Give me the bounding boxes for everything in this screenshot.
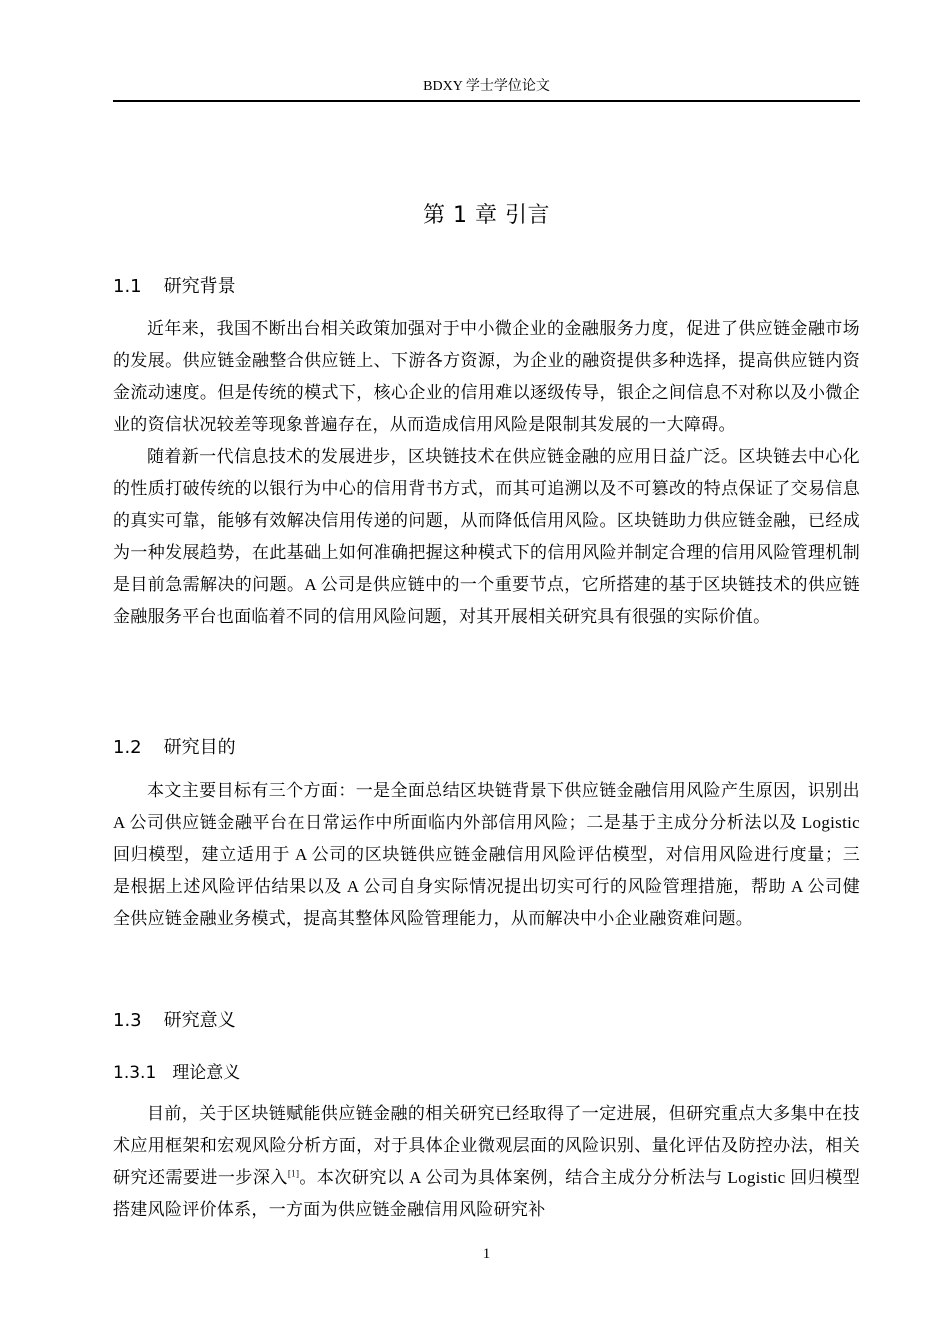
section-number: 1.2	[113, 737, 142, 758]
section-title: 研究目的	[163, 737, 236, 758]
paragraph	[113, 1098, 860, 1226]
running-header: BDXY 学士学位论文	[423, 79, 550, 94]
paragraph: 近年来，我国不断出台相关政策加强对于中小微企业的金融服务力度，促进了供应链金融市场的发展。供应链金融整合供应链上、下游各方资源，为企业的融资提供多种选择，提高供应链内资金流动速度。但是传统的模式下，核心企业的信用难以逐级传导，银企之间信息不对称以及小微企业的资信状况较差等现象普遍存在，从而造成信用风险是限制其发展的一大障碍。	[113, 319, 860, 434]
section-title: 研究背景	[163, 276, 236, 297]
section-number: 1.1	[113, 276, 142, 297]
subsection-body-1-3-1	[113, 1098, 860, 1226]
page-number: 1	[482, 1246, 491, 1262]
section-title: 研究意义	[163, 1010, 236, 1031]
section-heading-1-2	[113, 735, 860, 761]
chapter-title: 第 1 章 引言	[423, 203, 550, 228]
subsection-title: 理论意义	[172, 1063, 241, 1083]
section-body-1-1	[113, 313, 860, 633]
header-divider	[113, 100, 860, 102]
paragraph: 本文主要目标有三个方面：一是全面总结区块链背景下供应链金融信用风险产生原因，识别出 A 公司供应链金融平台在日常运作中所面临内外部信用风险；二是基于主成分分析法以及 Logistic 回归模型，建立适用于 A 公司的区块链供应链金融信用风险评估模型，对信用风险进行度量；三是根据上述风险评估结果以及 A 公司自身实际情况提出切实可行的风险管理措施，帮助 A 公司健全供应链金融业务模式，提高其整体风险管理能力，从而解决中小企业融资难问题。	[113, 781, 860, 928]
subsection-number: 1.3.1	[113, 1063, 157, 1083]
section-body-1-2	[113, 775, 860, 935]
paragraph-text: 。本次研究以 A 公司为具体案例，结合主成分分析法与 Logistic 回归模型搭建风险评价体系，一方面为供应链金融信用风险研究补	[113, 1168, 860, 1219]
section-heading-1-3	[113, 1008, 860, 1034]
paragraph-text: 目前，关于区块链赋能供应链金融的相关研究已经取得了一定进展，但研究重点大多集中在技术应用框架和宏观风险分析方面，对于具体企业微观层面的风险识别、量化评估及防控办法，相关研究还需要进一步深入	[113, 1104, 860, 1187]
section-heading-1-1	[113, 274, 860, 300]
paragraph: 随着新一代信息技术的发展进步，区块链技术在供应链金融的应用日益广泛。区块链去中心化的性质打破传统的以银行为中心的信用背书方式，而其可追溯以及不可篡改的特点保证了交易信息的真实可靠，能够有效解决信用传递的问题，从而降低信用风险。区块链助力供应链金融，已经成为一种发展趋势，在此基础上如何准确把握这种模式下的信用风险并制定合理的信用风险管理机制是目前急需解决的问题。A 公司是供应链中的一个重要节点，它所搭建的基于区块链技术的供应链金融服务平台也面临着不同的信用风险问题，对其开展相关研究具有很强的实际价值。	[113, 447, 860, 626]
citation-reference[interactable]: [1]	[287, 1168, 300, 1179]
subsection-heading-1-3-1	[113, 1060, 860, 1086]
section-number: 1.3	[113, 1010, 142, 1031]
